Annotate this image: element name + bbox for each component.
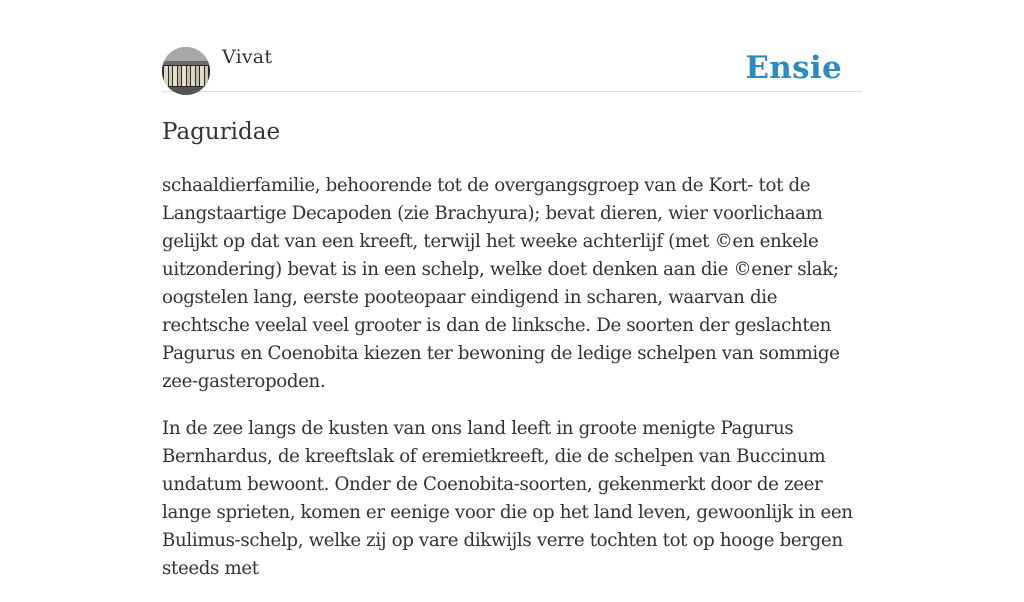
paragraph: In de zee langs de kusten van ons land leeft in groote menigte Pagurus Bernhardus, de kreeftslak of eremietkreeft, die de schelpen van Buccinum undatum bewoont. Onder de Coenobita-soorten, gekenmerkt door de zeer lange sprieten, komen er eenige voor die op het land leven, gewoonlijk in een Bulimus-schelp, welke zij op vare dikwijls verre tochten tot op hooge bergen steeds met <box>162 418 853 579</box>
brand-logo[interactable]: Ensie <box>745 50 842 86</box>
author-name[interactable]: Vivat <box>222 46 273 68</box>
paragraph: schaaldierfamilie, behoorende tot de overgangsgroep van de Kort- tot de Langstaartige Decapoden (zie Brachyura); bevat dieren, wier voorlichaam gelijkt op dat van een kreeft, terwijl het weeke achterlijf (met ©en enkele uitzondering) bevat is in een schelp, welke doet denken aan die ©ener slak; oogstelen lang, eerste pooteopaar eindigend in scharen, waarvan die rechtsche veelal veel grooter is dan de linksche. De soorten der geslachten Pagurus en Coenobita kiezen ter bewoning de ledige schelpen van sommige zee-gasteropoden. <box>162 175 840 392</box>
avatar-icon <box>162 47 210 95</box>
article-body <box>162 172 862 583</box>
page-title: Paguridae <box>162 119 281 145</box>
header <box>162 0 862 92</box>
avatar[interactable] <box>162 47 210 95</box>
article-container <box>162 0 862 602</box>
